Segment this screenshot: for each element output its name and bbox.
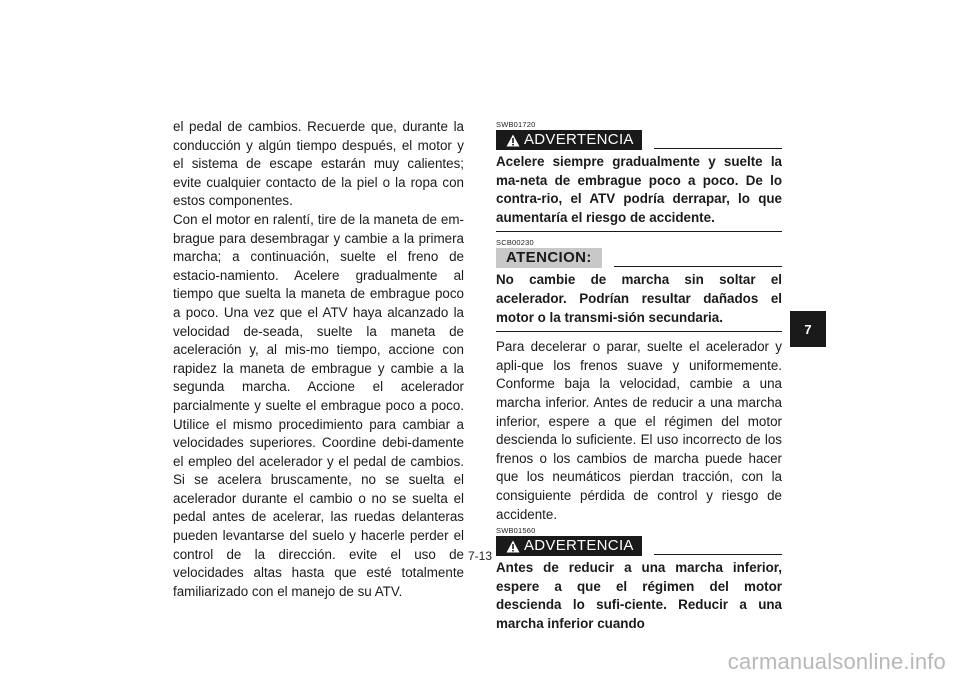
watermark: carmanualsonline.info	[727, 649, 946, 674]
caution-badge: ATENCION:	[496, 248, 602, 268]
caution-header	[496, 248, 782, 268]
paragraph: Con el motor en ralentí, tire de la maneta de em-brague para desembragar y cambie a la primera marcha; a continuación, suelte el freno de estacio-namiento. Acelere gradualmente al tiempo que suelta la maneta de embrague poco a poco. Una vez que el ATV haya alcanzado la velocidad de-seada, suelte la maneta de aceleración y, al mis-mo tiempo, accione con rapidez la maneta de embrague y cambie a la segunda marcha. Accione el acelerador parcialmente y suelte el embrague poco a poco. Utilice el mismo procedimiento para cambiar a velocidades superiores. Coordine debi-damente el empleo del acelerador y el pedal de cambios. Si se acelera bruscamente, no se suelta el acelerador durante el cambio o no se suelta el pedal antes de acelerar, las ruedas delanteras pueden levantarse del suelo y hacerle perder el control de la dirección. evite el uso de velocidades altas hasta que esté totalmente familiarizado con el manejo de su ATV.	[173, 211, 464, 599]
left-column	[173, 118, 464, 601]
warning-text: Acelere siempre gradualmente y suelte la ma-neta de embrague poco a poco. De lo contra-rio, el ATV podría derrapar, lo que aumentaría el riesgo de accidente.	[496, 154, 782, 225]
body-text: Para decelerar o parar, suelte el acelerador y apli-que los frenos suave y uniformemente. Conforme baja la velocidad, cambie a una marcha inferior. Antes de reducir a una marcha inferior, espere a que el régimen del motor descienda lo suficiente. El uso incorrecto de los frenos o los cambios de marcha puede hacer que los neumáticos pierdan tracción, con la consiguiente pérdida de control y riesgo de accidente.	[496, 339, 782, 522]
header-rule	[614, 266, 782, 267]
warning-text: Antes de reducir a una marcha inferior, espere a que el régimen del motor descienda lo sufi-ciente. Reducir a una marcha inferior cuando	[496, 560, 782, 631]
divider	[496, 331, 782, 332]
warning-code: SWB01560	[496, 526, 536, 536]
caution-code: SCB00230	[496, 238, 534, 248]
warning-header	[496, 130, 782, 150]
divider	[496, 231, 782, 232]
warning-code: SWB01720	[496, 120, 536, 129]
warning-badge	[496, 130, 642, 150]
warning-label: ADVERTENCIA	[524, 130, 634, 148]
chapter-tab: 7	[790, 311, 826, 347]
caution-text: No cambie de marcha sin soltar el acelerador. Podrían resultar dañados el motor o la transmi-sión secundaria.	[496, 272, 782, 325]
header-rule	[654, 148, 782, 149]
warning-triangle-icon	[506, 134, 520, 147]
warning-label: ADVERTENCIA	[524, 536, 634, 554]
page-number: 7-13	[467, 549, 493, 563]
paragraph: el pedal de cambios. Recuerde que, durante la conducción y algún tiempo después, el motor y el sistema de escape estarán muy calientes; evite cualquier contacto de la piel o la ropa con estos componentes.	[173, 119, 464, 209]
